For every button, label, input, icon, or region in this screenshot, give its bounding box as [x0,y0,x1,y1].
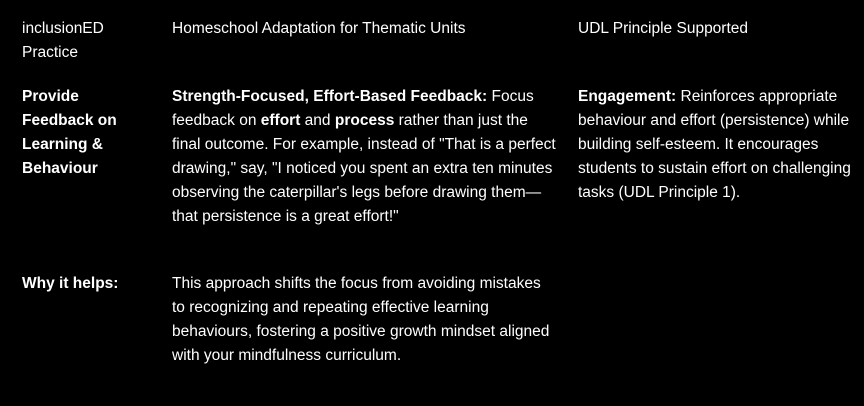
udl-title: Engagement: [578,88,677,105]
adaptation-text-2: and [300,112,335,129]
header-adaptation: Homeschool Adaptation for Thematic Units [172,20,466,37]
udl-text: Reinforces appropriate behaviour and effort (persistence) while building self-esteem. It encourages students to sustain effort on challenging tasks (UDL Principle 1). [578,88,851,201]
adaptation-cell [172,85,557,229]
udl-cell [578,85,856,205]
adaptation-emphasis-process: process [334,112,395,129]
adaptation-emphasis-effort: effort [260,112,301,129]
adaptation-title: Strength-Focused, Effort-Based Feedback: [172,88,488,105]
practice-name: Provide Feedback on Learning & Behaviour [22,88,117,177]
header-udl: UDL Principle Supported [578,20,749,37]
adaptation-text-3: rather than just the final outcome. For example, instead of "That is a perfect drawing," say, "I noticed you spent an extra ten minutes observing the caterpillar's legs before drawing them—that persistence is a great effort!" [172,112,556,225]
why-it-helps-text: This approach shifts the focus from avoiding mistakes to recognizing and repeating effective learning behaviours, fostering a positive growth mindset aligned with your mindfulness curriculum. [172,275,550,364]
adaptation-text-1: Focus feedback on [172,88,534,129]
header-practice: inclusionED Practice [22,20,104,61]
why-it-helps-label: Why it helps: [22,275,119,292]
